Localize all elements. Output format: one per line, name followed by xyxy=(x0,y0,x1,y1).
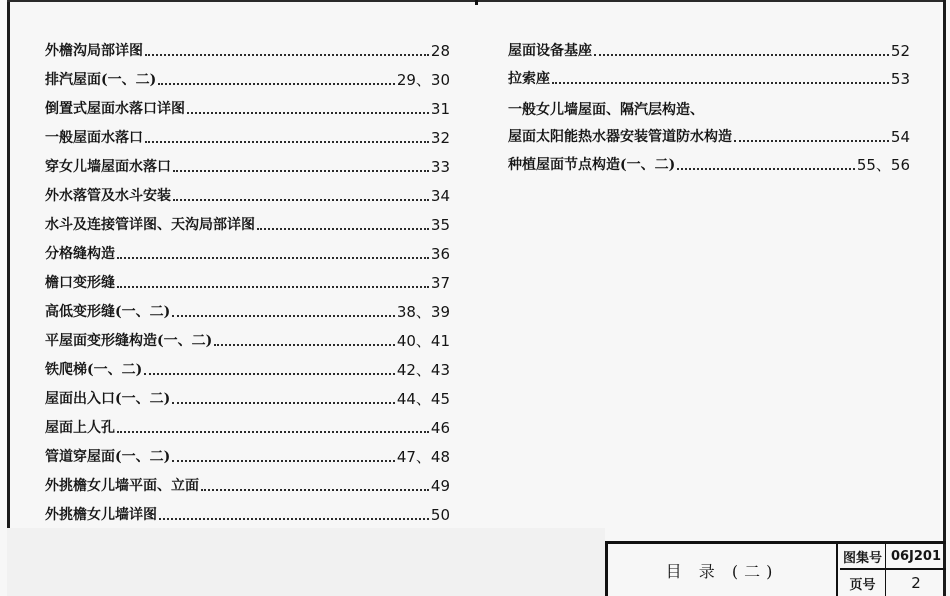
toc-leader-dots xyxy=(117,431,429,433)
toc-leader-dots xyxy=(552,82,889,84)
toc-entry-page: 31 xyxy=(430,100,450,118)
toc-entry-title: 屋面设备基座 xyxy=(508,43,592,59)
toc-entry xyxy=(45,357,450,379)
toc-entry-page: 55、56 xyxy=(856,156,910,174)
toc-entry-title: 外挑檐女儿墙平面、立面 xyxy=(45,478,199,494)
toc-entry-title: 平屋面变形缝构造(一、二) xyxy=(45,333,213,349)
toc-entry xyxy=(45,38,450,60)
page-number-label: 页号 xyxy=(840,570,886,596)
toc-leader-dots xyxy=(172,402,395,404)
toc-entry-title: 倒置式屋面水落口详图 xyxy=(45,101,185,117)
toc-leader-dots xyxy=(145,141,429,143)
toc-leader-dots xyxy=(159,518,429,520)
toc-leader-dots xyxy=(257,228,429,230)
toc-entry xyxy=(45,299,450,321)
toc-leader-dots xyxy=(677,168,855,170)
toc-entry xyxy=(45,212,450,234)
toc-entry-page: 34 xyxy=(430,187,450,205)
toc-leader-dots xyxy=(173,199,429,201)
toc-entry xyxy=(45,125,450,147)
toc-entry-title: 铁爬梯(一、二) xyxy=(45,362,143,378)
toc-entry-title: 一般女儿墙屋面、隔汽层构造、 xyxy=(508,102,704,118)
toc-entry xyxy=(45,415,450,437)
toc-entry-page: 37 xyxy=(430,274,450,292)
toc-entry-title: 檐口变形缝 xyxy=(45,275,115,291)
toc-entry-page: 53 xyxy=(890,70,910,88)
toc-entry xyxy=(508,66,910,88)
toc-leader-dots xyxy=(144,373,395,375)
toc-leader-dots xyxy=(201,489,429,491)
toc-entry-title: 外水落管及水斗安装 xyxy=(45,188,171,204)
toc-entry-page: 50 xyxy=(430,506,450,524)
toc-entry-title: 外檐沟局部详图 xyxy=(45,43,143,59)
toc-entry-page: 47、48 xyxy=(396,448,450,466)
toc-entry-title: 拉索座 xyxy=(508,71,550,87)
toc-entry-page: 32 xyxy=(430,129,450,147)
toc-entry xyxy=(45,386,450,408)
toc-leader-dots xyxy=(117,286,429,288)
toc-entry xyxy=(45,96,450,118)
toc-entry-title: 管道穿屋面(一、二) xyxy=(45,449,171,465)
toc-entry-title: 种植屋面节点构造(一、二) xyxy=(508,157,676,173)
toc-entry xyxy=(45,67,450,89)
toc-entry-title: 水斗及连接管详图、天沟局部详图 xyxy=(45,217,255,233)
toc-entry-title: 高低变形缝(一、二) xyxy=(45,304,171,320)
toc-entry xyxy=(45,154,450,176)
toc-entry-page: 40、41 xyxy=(396,332,450,350)
atlas-number-label: 图集号 xyxy=(840,544,886,570)
toc-entry-page: 42、43 xyxy=(396,361,450,379)
toc-entry xyxy=(508,124,910,146)
toc-entry-title: 分格缝构造 xyxy=(45,246,115,262)
toc-entry-page: 29、30 xyxy=(396,71,450,89)
toc-entry xyxy=(45,270,450,292)
toc-entry-title: 一般屋面水落口 xyxy=(45,130,143,146)
toc-entry xyxy=(45,183,450,205)
toc-entry xyxy=(508,38,910,60)
toc-leader-dots xyxy=(214,344,395,346)
toc-entry xyxy=(508,152,910,174)
toc-entry xyxy=(45,241,450,263)
toc-leader-dots xyxy=(173,170,429,172)
toc-entry-title: 屋面上人孔 xyxy=(45,420,115,436)
sheet-title: 目 录 (二) xyxy=(608,544,838,596)
toc-entry-page: 54 xyxy=(890,128,910,146)
column-divider-mark xyxy=(475,0,478,5)
toc-leader-dots xyxy=(734,140,889,142)
toc-entry xyxy=(45,328,450,350)
toc-leader-dots xyxy=(158,83,395,85)
toc-leader-dots xyxy=(172,460,395,462)
toc-leader-dots xyxy=(187,112,429,114)
blank-margin-area xyxy=(7,528,605,596)
toc-entry-title: 屋面太阳能热水器安装管道防水构造 xyxy=(508,129,732,145)
toc-entry-page: 49 xyxy=(430,477,450,495)
page-number-value: 2 xyxy=(911,574,921,592)
atlas-number-value: 06J201 xyxy=(886,544,946,570)
toc-entry-page: 38、39 xyxy=(396,303,450,321)
toc-leader-dots xyxy=(172,315,395,317)
toc-leader-dots xyxy=(594,54,889,56)
toc-entry xyxy=(45,444,450,466)
toc-entry-page: 28 xyxy=(430,42,450,60)
toc-entry xyxy=(45,502,450,524)
toc-entry-page: 36 xyxy=(430,245,450,263)
toc-entry-title: 屋面出入口(一、二) xyxy=(45,391,171,407)
frame-right-border xyxy=(943,0,946,596)
toc-leader-dots xyxy=(117,257,429,259)
toc-entry-page: 52 xyxy=(890,42,910,60)
frame-left-border xyxy=(7,2,10,528)
toc-entry-page: 33 xyxy=(430,158,450,176)
toc-entry-page: 35 xyxy=(430,216,450,234)
title-block xyxy=(605,541,946,596)
toc-entry-title: 穿女儿墙屋面水落口 xyxy=(45,159,171,175)
toc-entry-page: 46 xyxy=(430,419,450,437)
toc-leader-dots xyxy=(145,54,429,56)
toc-entry xyxy=(508,97,910,119)
toc-entry-page: 44、45 xyxy=(396,390,450,408)
toc-entry-title: 外挑檐女儿墙详图 xyxy=(45,507,157,523)
toc-entry-title: 排汽屋面(一、二) xyxy=(45,72,157,88)
toc-entry xyxy=(45,473,450,495)
